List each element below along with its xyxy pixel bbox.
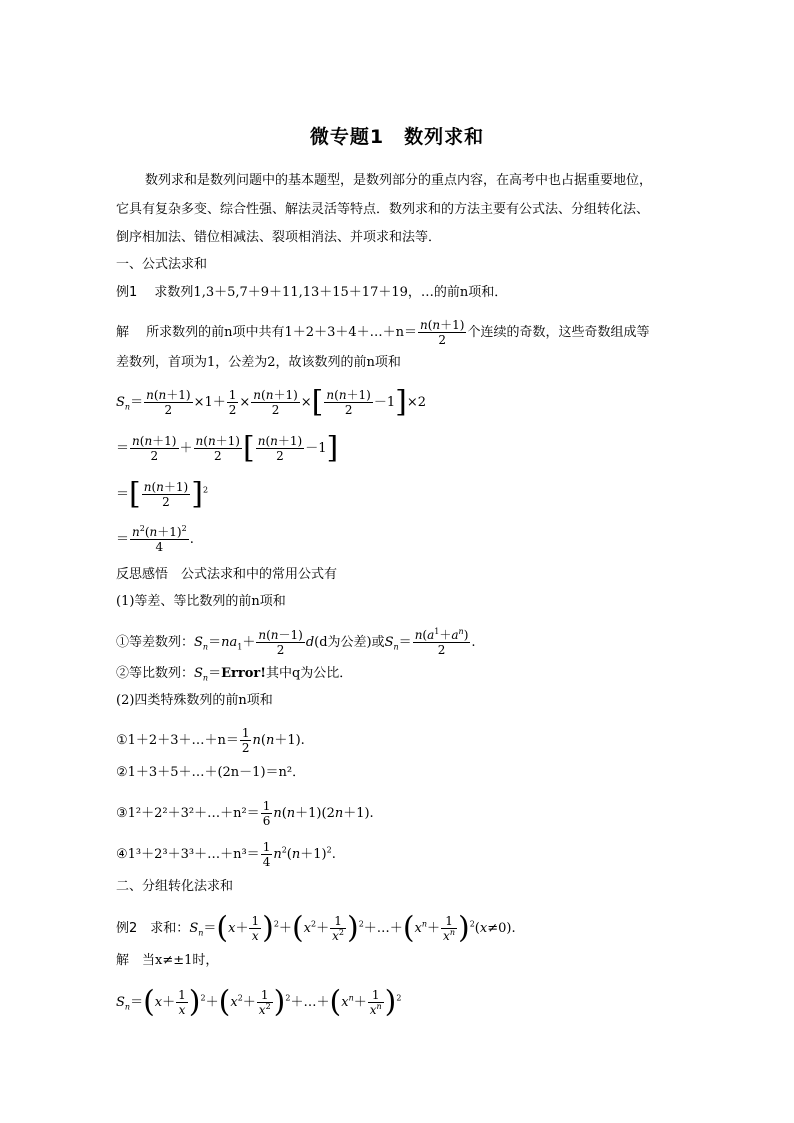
equation-step-2: ＝ $\frac{n(n+1)}{2}$ ＋ $\frac{n(n+1)}{2}$ [ $\frac{n(n+1)}{2}$ －1]: [116, 430, 339, 466]
section-heading-2: 二、分组转化法求和: [116, 879, 234, 894]
formula-geometric: ②等比数列：$S_n=Error$!其中q为公比．: [116, 666, 353, 683]
formula-sum-4: ④1³＋2³＋3³＋…＋n³＝ $\frac{1}{4}$ $n^2(n+1)^2$.: [116, 840, 336, 869]
intro-line-2: 它具有复杂多变、综合性强、解法灵活等特点．数列求和的方法主要有公式法、分组转化法、: [116, 202, 650, 217]
intro-line-1: 数列求和是数列问题中的基本题型，是数列部分的重点内容，在高考中也占据重要地位，: [145, 173, 653, 188]
reflection-sub-2: (2)四类特殊数列的前n项和: [116, 693, 273, 708]
reflection-sub-1: (1)等差、等比数列的前n项和: [116, 594, 286, 609]
formula-sum-2: ②1＋3＋5＋…＋(2n－1)＝n²．: [116, 765, 306, 780]
reflection-label: 反思感悟: [116, 567, 169, 582]
intro-line-3: 倒序相加法、错位相减法、裂项相消法、并项求和法等．: [116, 230, 442, 245]
example-1: [116, 284, 507, 302]
error-text: Error!: [221, 666, 266, 681]
reflection-text: 公式法求和中的常用公式有: [181, 567, 338, 582]
formula-sum-1-lhs: ①1＋2＋3＋…＋n＝: [116, 733, 239, 748]
equation-step-1: $S_n=$ $\frac{n(n+1)}{2}$ ×1＋ $\frac{1}{2}$ × $\frac{n(n+1)}{2}$ ×[ $\frac{n(n+1)}{2}$ －1]×2: [116, 384, 427, 420]
formula-geometric-label: ②等比数列：: [116, 666, 195, 681]
solution-2-label: 解: [116, 953, 130, 968]
solution-1-text-a: 所求数列的前n项中共有1＋2＋3＋4＋…＋n＝: [146, 325, 417, 340]
equation-step-3: ＝[ $\frac{n(n+1)}{2}$ ]$^2$: [116, 476, 209, 512]
example-1-text: 求数列1,3＋5,7＋9＋11,13＋15＋17＋19，…的前n项和．: [154, 285, 508, 300]
equation-step-4: ＝ $\frac{n^2(n+1)^2}{4}$ .: [116, 524, 194, 554]
formula-sum-3: ③1²＋2²＋3²＋…＋n²＝ $\frac{1}{6}$ n(n＋1)(2n＋1).: [116, 799, 374, 828]
solution-1-text-b: 个连续的奇数，这些奇数组成等: [467, 325, 650, 340]
formula-sum-1: ①1＋2＋3＋…＋n＝ $\frac{1}{2}$ n(n＋1).: [116, 726, 305, 755]
page-title: 微专题1 数列求和: [309, 126, 485, 148]
formula-arithmetic-label: ①等差数列：: [116, 635, 195, 650]
solution-2-equation: $S_n=(x+$ $\frac{1}{x}$ )$^2+(x^2+$ $\frac{1}{x^2}$ )$^2+\dots+(x^n+$ $\frac{1}{x^n}$ )$^2$: [116, 984, 402, 1020]
formula-sum-4-lhs: ④1³＋2³＋3³＋…＋n³＝: [116, 847, 260, 862]
fraction: $\frac{n(n+1)}{2}$: [420, 318, 465, 347]
section-heading-1: 一、公式法求和: [116, 257, 208, 272]
formula-arithmetic: ①等差数列：$S_n=na_1+$ $\frac{n(n-1)}{2}$ d(d为公差)或$S_n=$ $\frac{n(a^1+a^n)}{2}$ .: [116, 627, 476, 657]
solution-1-label: 解: [116, 325, 130, 340]
formula-arithmetic-note: (d为公差)或: [314, 635, 385, 650]
solution-1-line-2: 差数列，首项为1，公差为2，故该数列的前n项和: [116, 355, 401, 370]
reflection-heading: [116, 566, 337, 584]
example-1-label: 例1: [116, 285, 138, 300]
solution-2-line-1: [116, 952, 218, 970]
formula-geometric-note: 其中q为公比．: [265, 666, 353, 681]
example-2: 例2 求和：$S_n=(x+$ $\frac{1}{x}$ )$^2+(x^2+$ $\frac{1}{x^2}$ )$^2+\dots+(x^n+$ $\frac{1}{x^n}$ )$^2$(x≠0).: [116, 910, 516, 946]
example-2-text: 求和：: [150, 921, 190, 936]
solution-2-text: 当x≠±1时，: [142, 953, 219, 968]
formula-sum-3-lhs: ③1²＋2²＋3²＋…＋n²＝: [116, 806, 260, 821]
solution-1-line-1: [116, 318, 650, 347]
example-2-label: 例2: [116, 921, 138, 936]
